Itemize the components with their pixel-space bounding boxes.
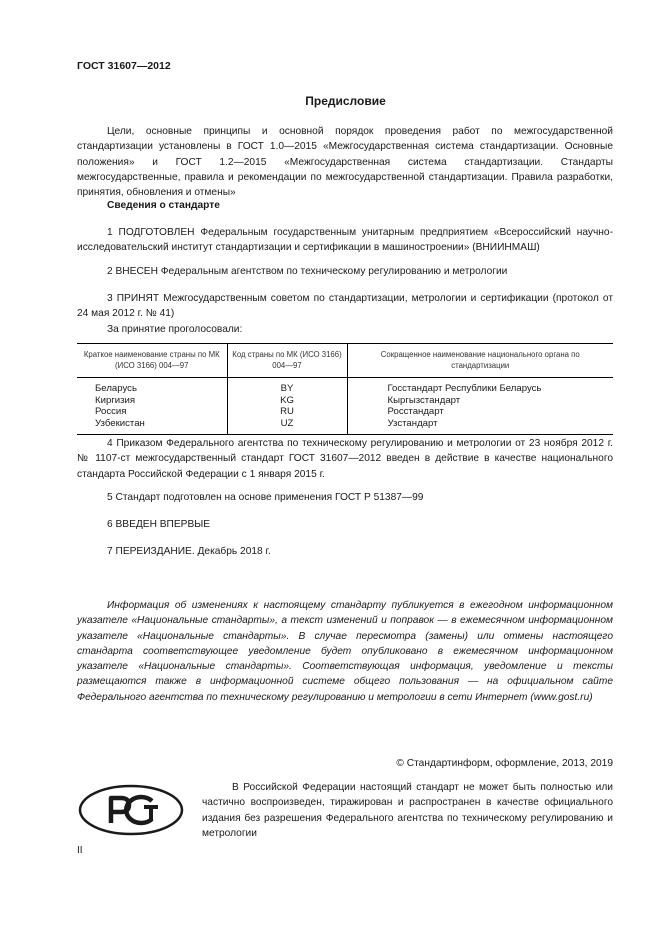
column-header-code: Код страны по МК (ИСО 3166) 004—97 xyxy=(227,344,347,378)
body-cell: Росстандарт xyxy=(347,406,613,418)
country-cell: Россия xyxy=(95,406,127,417)
rst-certification-mark-icon xyxy=(78,784,184,836)
item-5: 5 Стандарт подготовлен на основе применения ГОСТ Р 51387—99 xyxy=(107,492,424,503)
body-cell: Кыргызстандарт xyxy=(347,395,613,407)
table-row xyxy=(77,378,613,395)
rst-logo xyxy=(78,784,184,836)
code-cell: UZ xyxy=(227,418,347,435)
column-header-body: Сокращенное наименование национального органа по стандартизации xyxy=(347,344,613,378)
item-2: 2 ВНЕСЕН Федеральным агентством по техническому регулированию и метрологии xyxy=(107,266,508,277)
code-cell: BY xyxy=(227,378,347,395)
item-3: 3 ПРИНЯТ Межгосударственным советом по стандартизации, метрологии и сертификации (протокол от 24 мая 2012 г. № 41) xyxy=(77,293,613,320)
country-cell: Беларусь xyxy=(95,383,137,394)
copyright: © Стандартинформ, оформление, 2013, 2019 xyxy=(396,758,613,769)
rights-notice: В Российской Федерации настоящий стандарт не может быть полностью или частично воспроизведен, тиражирован и распространен в качестве официального издания без разрешения Федерального агентства по техническому регулированию и метрологии xyxy=(202,782,613,839)
amendments-notice: Информация об изменениях к настоящему стандарту публикуется в ежегодном информационном указателе «Национальные стандарты», а текст изменений и поправок — в ежемесячном информационном указателе «Национальные стандарты». В случае пересмотра (замены) или отмены настоящего стандарта соответствующее уведомление будет опубликовано в ежемесячном информационном указателе «Национальные стандарты». Соответствующая информация, уведомление и тексты размещаются также в информационной системе общего пользования — на официальном сайте Федерального агентства по техническому регулированию и метрологии в сети Интернет (www.gost.ru) xyxy=(77,600,613,703)
vote-label: За принятие проголосовали: xyxy=(107,324,243,335)
table-row xyxy=(77,418,613,435)
item-4: 4 Приказом Федерального агентства по техническому регулированию и метрологии от 23 ноября 2012 г. № 1107-ст межгосударственный стандарт ГОСТ 31607—2012 введен в действие в качестве национального стандарта Российской Федерации с 1 января 2015 г. xyxy=(77,438,613,480)
body-cell: Госстандарт Республики Беларусь xyxy=(347,378,613,395)
page-number: II xyxy=(77,845,83,856)
section-title: Сведения о стандарте xyxy=(107,200,220,211)
code-cell: KG xyxy=(227,395,347,407)
item-1: 1 ПОДГОТОВЛЕН Федеральным государственным унитарным предприятием «Всероссийский научно-исследовательский институт стандартизации и сертификации в машиностроении» (ВНИИНМАШ) xyxy=(77,227,613,254)
country-cell: Узбекистан xyxy=(77,418,227,435)
code-cell: RU xyxy=(227,406,347,418)
intro-paragraph: Цели, основные принципы и основной порядок проведения работ по межгосударственной стандартизации установлены в ГОСТ 1.0—2015 «Межгосударственная система стандартизации. Основные положения» и ГОСТ 1.2—2015 «Межгосударственная система стандартизации. Стандарты межгосударственные, правила и рекомендации по межгосударственной стандартизации. Правила разработки, принятия, обновления и отмены» xyxy=(77,126,613,199)
document-code: ГОСТ 31607—2012 xyxy=(77,60,171,72)
page-title: Предисловие xyxy=(305,94,386,108)
voting-table xyxy=(77,343,613,435)
country-cell: Киргизия xyxy=(95,394,136,406)
column-header-country: Краткое наименование страны по МК (ИСО 3166) 004—97 xyxy=(77,344,227,378)
body-cell: Узстандарт xyxy=(347,418,613,435)
table-row xyxy=(77,406,613,418)
item-7: 7 ПЕРЕИЗДАНИЕ. Декабрь 2018 г. xyxy=(107,546,271,557)
item-6: 6 ВВЕДЕН ВПЕРВЫЕ xyxy=(107,519,211,530)
table-row xyxy=(77,395,613,407)
